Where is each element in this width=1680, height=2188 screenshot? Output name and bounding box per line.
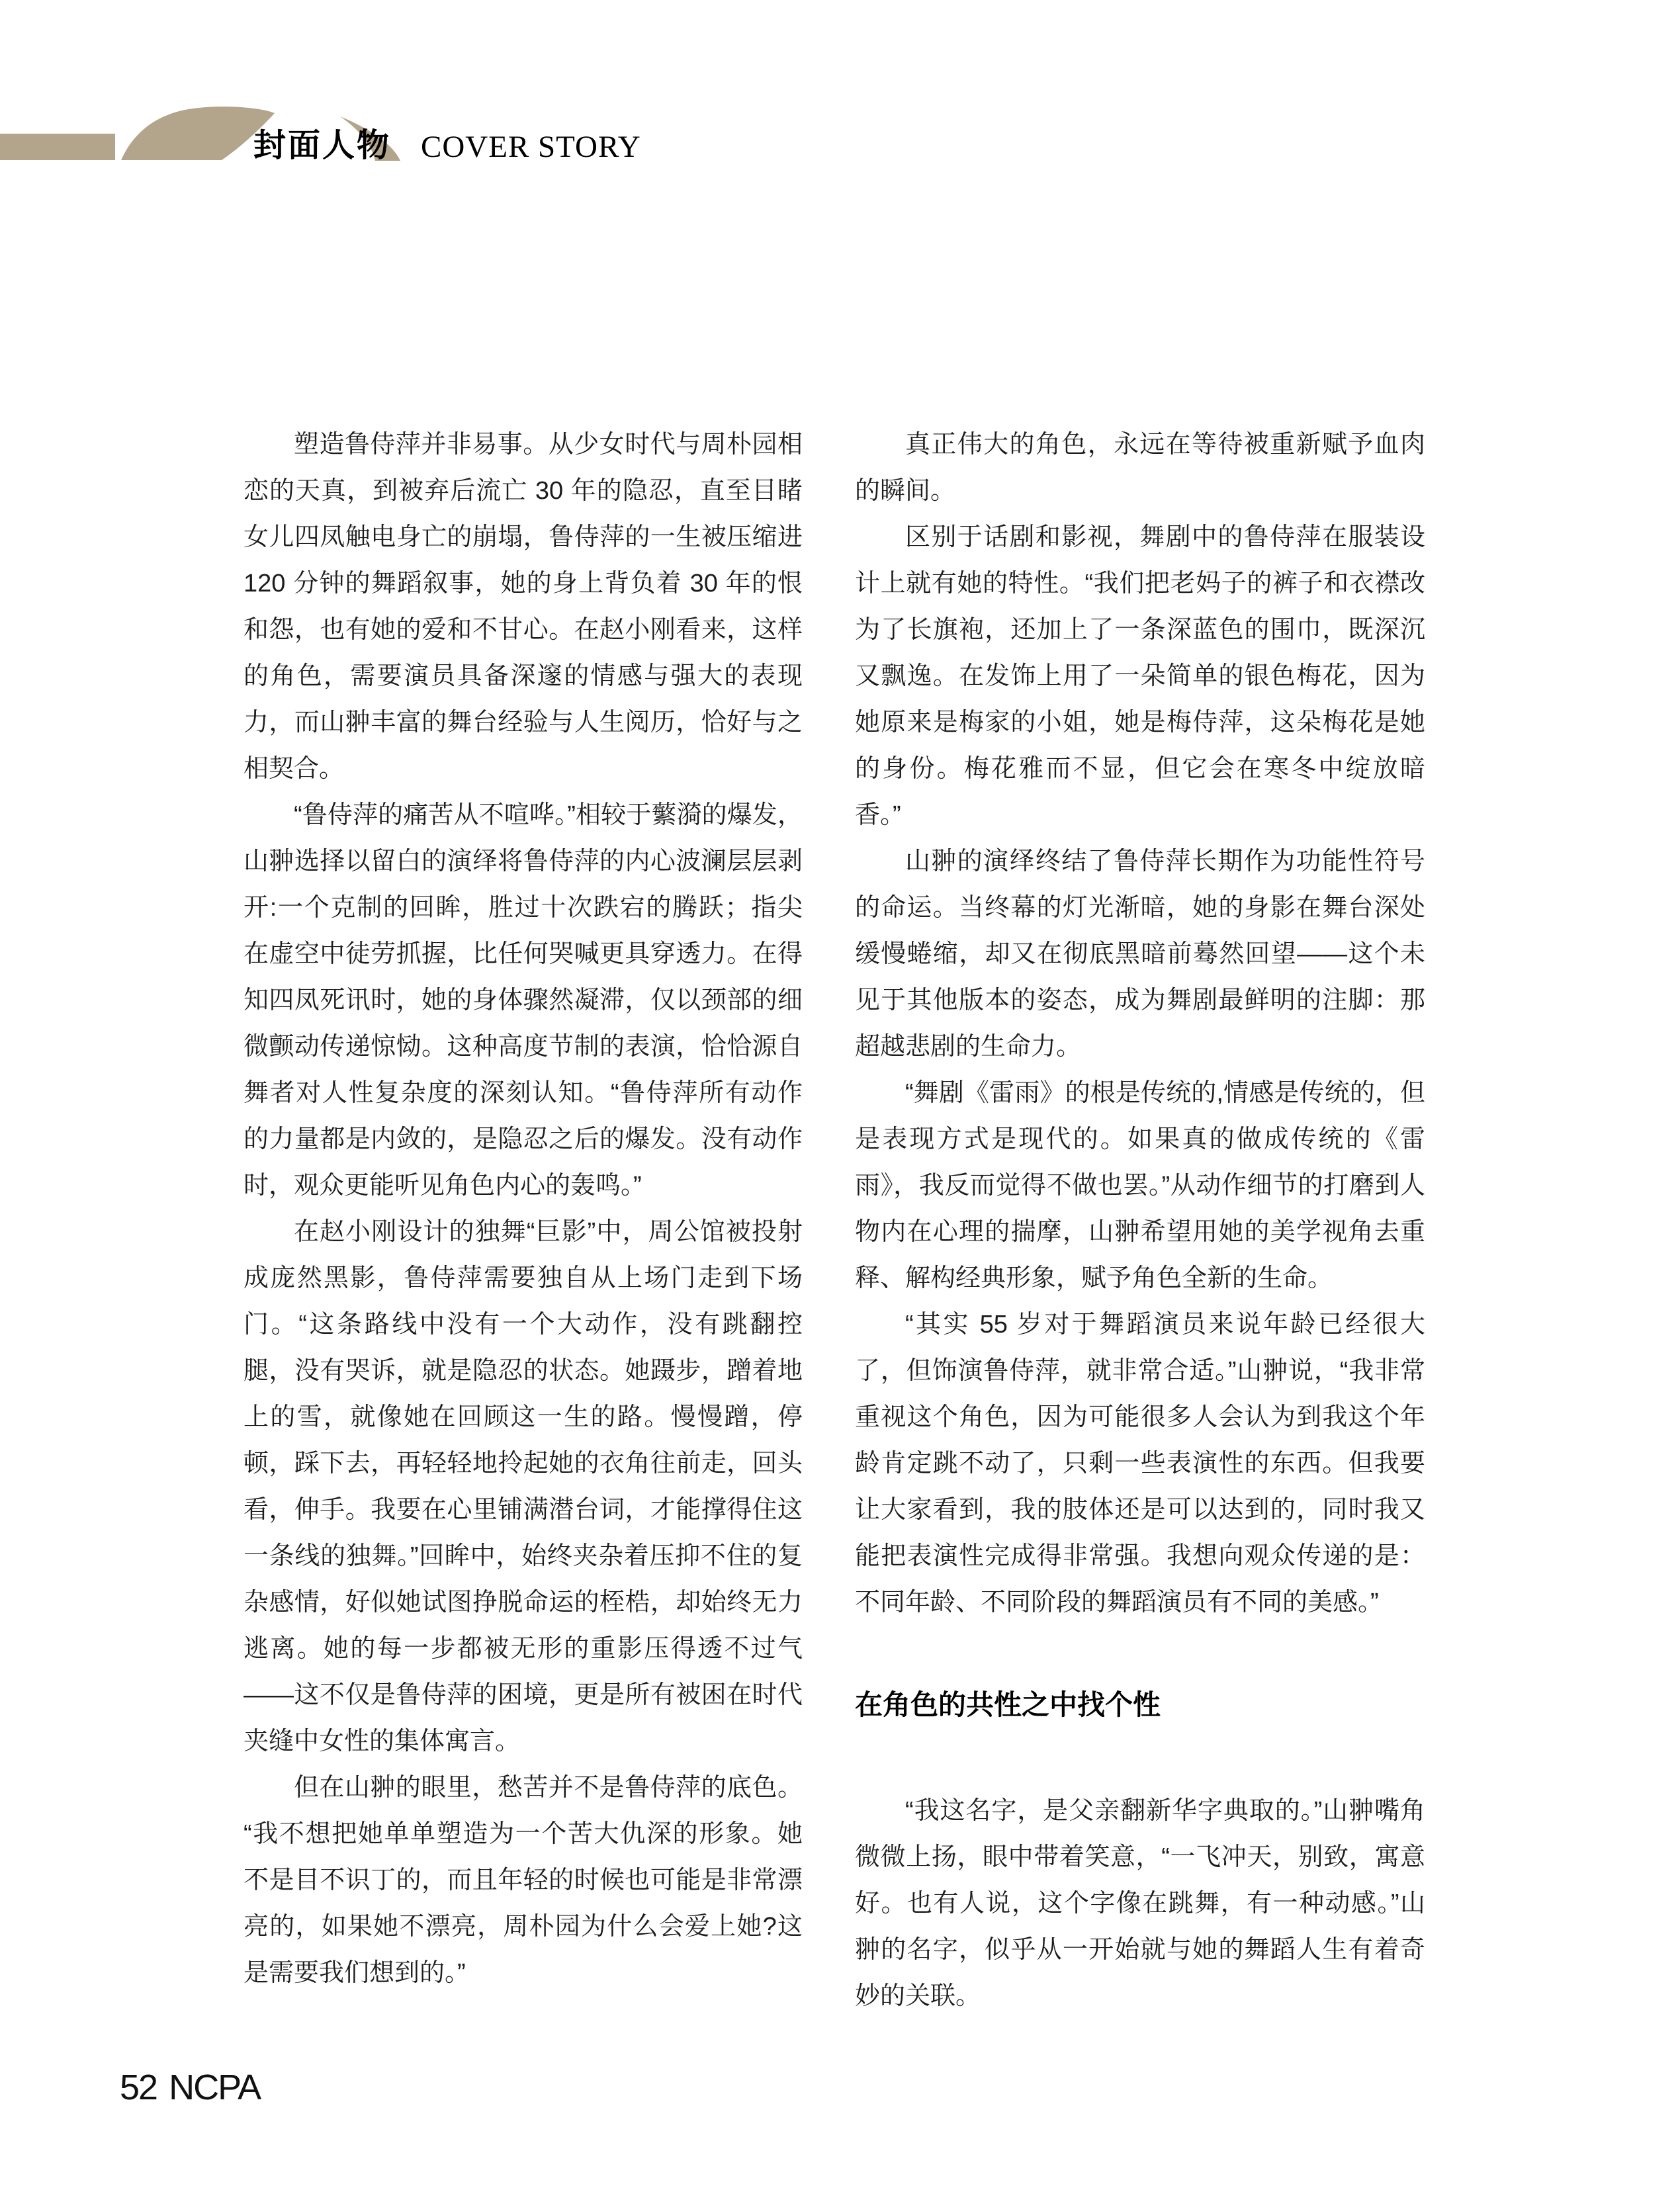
- paragraph: “舞剧《雷雨》的根是传统的,情感是传统的，但是表现方式是现代的。如果真的做成传统的《雷雨》，我反而觉得不做也罢。”从动作细节的打磨到人物内在心理的揣摩，山翀希望用她的美学视角去重释、解构经典形象，赋予角色全新的生命。: [855, 1079, 1425, 1292]
- left-column: [243, 421, 803, 1996]
- section-title-chinese: 封面人物: [253, 128, 392, 163]
- paragraph: 塑造鲁侍萍并非易事。从少女时代与周朴园相恋的天真，到被弃后流亡 30 年的隐忍，直至目睹女儿四凤触电身亡的崩塌，鲁侍萍的一生被压缩进 120 分钟的舞蹈叙事，她的身上背负着 30 年的恨和怨，也有她的爱和不甘心。在赵小刚看来，这样的角色，需要演员具备深邃的情感与强大的表现力，而山翀丰富的舞台经验与人生阅历，恰好与之相契合。: [243, 431, 803, 783]
- paragraph: 在赵小刚设计的独舞“巨影”中，周公馆被投射成庞然黑影，鲁侍萍需要独自从上场门走到下场门。“这条路线中没有一个大动作，没有跳翻控腿，没有哭诉，就是隐忍的状态。她蹑步，蹭着地上的雪，就像她在回顾这一生的路。慢慢蹭，停顿，踩下去，再轻轻地拎起她的衣角往前走，回头看，伸手。我要在心里铺满潜台词，才能撑得住这一条线的独舞。”回眸中，始终夹杂着压抑不住的复杂感情，好似她试图挣脱命运的桎梏，却始终无力逃离。她的每一步都被无形的重影压得透不过气——这不仅是鲁侍萍的困境，更是所有被困在时代夹缝中女性的集体寓言。: [243, 1218, 803, 1755]
- paragraph: 区别于话剧和影视，舞剧中的鲁侍萍在服装设计上就有她的特性。“我们把老妈子的裤子和衣襟改为了长旗袍，还加上了一条深蓝色的围巾，既深沉又飘逸。在发饰上用了一朵简单的银色梅花，因为她原来是梅家的小姐，她是梅侍萍，这朵梅花是她的身份。梅花雅而不显，但它会在寒冬中绽放暗香。”: [855, 523, 1425, 829]
- paragraph: 山翀的演绎终结了鲁侍萍长期作为功能性符号的命运。当终幕的灯光渐暗，她的身影在舞台深处缓慢蜷缩，却又在彻底黑暗前蓦然回望——这个未见于其他版本的姿态，成为舞剧最鲜明的注脚：那超越悲剧的生命力。: [855, 848, 1425, 1061]
- paragraph: “其实 55 岁对于舞蹈演员来说年龄已经很大了，但饰演鲁侍萍，就非常合适。”山翀说，“我非常重视这个角色，因为可能很多人会认为到我这个年龄肯定跳不动了，只剩一些表演性的东西。但我要让大家看到，我的肢体还是可以达到的，同时我又能把表演性完成得非常强。我想向观众传递的是：不同年龄、不同阶段的舞蹈演员有不同的美感。”: [855, 1311, 1425, 1616]
- header-bar-shape: [0, 134, 115, 160]
- page-number: 52: [120, 2068, 157, 2107]
- paragraph: “鲁侍萍的痛苦从不喧哗。”相较于蘩漪的爆发，山翀选择以留白的演绎将鲁侍萍的内心波澜层层剥开:一个克制的回眸，胜过十次跌宕的腾跃；指尖在虚空中徒劳抓握，比任何哭喊更具穿透力。在得知四凤死讯时，她的身体骤然凝滞，仅以颈部的细微颤动传递惊恸。这种高度节制的表演，恰恰源自舞者对人性复杂度的深刻认知。“鲁侍萍所有动作的力量都是内敛的，是隐忍之后的爆发。没有动作时，观众更能听见角色内心的轰鸣。”: [243, 801, 803, 1200]
- right-column: [855, 421, 1425, 2019]
- brand-name: NCPA: [169, 2068, 261, 2107]
- paragraph: 但在山翀的眼里，愁苦并不是鲁侍萍的底色。“我不想把她单单塑造为一个苦大仇深的形象。她不是目不识丁的，而且年轻的时候也可能是非常漂亮的，如果她不漂亮，周朴园为什么会爱上她?这是需要我们想到的。”: [243, 1774, 803, 1987]
- leaf-shape: [121, 107, 275, 160]
- section-subheading: 在角色的共性之中找个性: [855, 1689, 1161, 1720]
- section-title-english: COVER STORY: [421, 130, 641, 164]
- paragraph: “我这名字，是父亲翻新华字典取的。”山翀嘴角微微上扬，眼中带着笑意，“一飞冲天，别致，寓意好。也有人说，这个字像在跳舞，有一种动感。”山翀的名字，似乎从一开始就与她的舞蹈人生有着奇妙的关联。: [855, 1797, 1425, 2010]
- paragraph: 真正伟大的角色，永远在等待被重新赋予血肉的瞬间。: [855, 431, 1425, 505]
- page-footer: [120, 2070, 260, 2105]
